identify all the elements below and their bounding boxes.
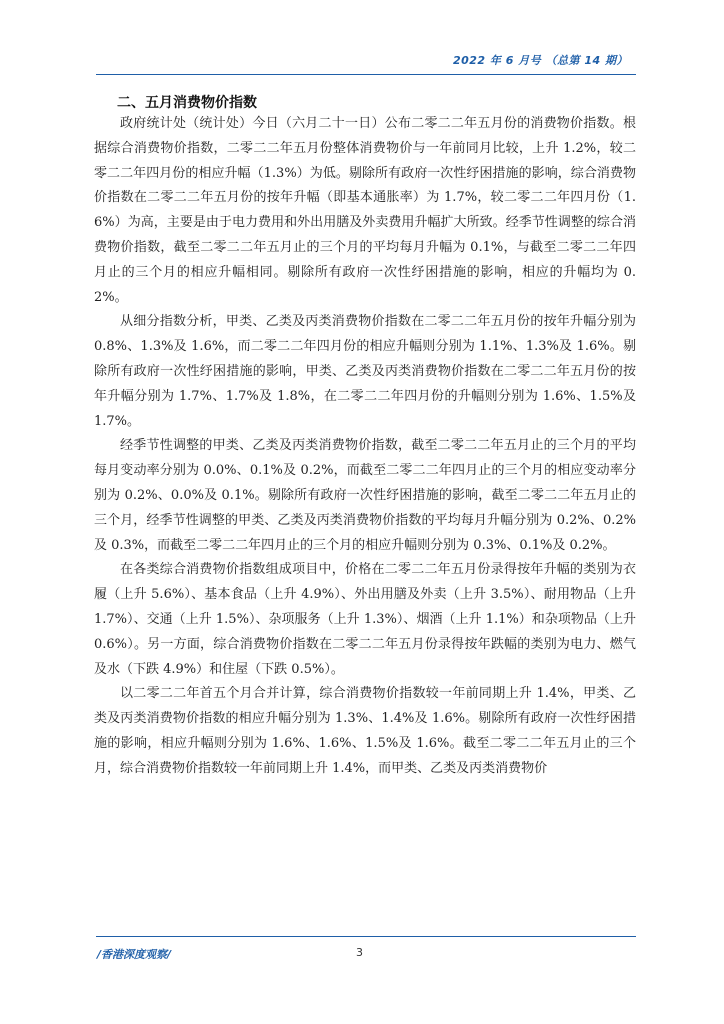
header-divider: [96, 74, 636, 75]
page-number: 3: [356, 946, 363, 959]
issue-label: 2022 年 6 月号 （总第 14 期）: [452, 54, 628, 67]
publication-brand: /香港深度观察/: [97, 948, 172, 961]
footer-divider: [96, 936, 636, 937]
section-title: 二、五月消费物价指数: [117, 95, 257, 111]
paragraph-4: 在各类综合消费物价指数组成项目中，价格在二零二二年五月份录得按年升幅的类别为衣履（上升 5.6%）、基本食品（上升 4.9%）、外出用膳及外卖（上升 3.5%）、耐用物品（上升 1.7%）、交通（上升 1.5%）、杂项服务（上升 1.3%）、烟酒（上升 1.1%）和杂项物品（上升 0.6%）。另一方面，综合消费物价指数在二零二二年五月份录得按年跌幅的类别为电力、燃气及水（下跌 4.9%）和住屋（下跌 0.5%）。: [94, 562, 636, 677]
article-body: [94, 112, 636, 782]
paragraph-1: 政府统计处（统计处）今日（六月二十一日）公布二零二二年五月份的消费物价指数。根据综合消费物价指数，二零二二年五月份整体消费物价与一年前同月比较，上升 1.2%，较二零二二年四月份的相应升幅（1.3%）为低。剔除所有政府一次性纾困措施的影响，综合消费物价指数在二零二二年五月份的按年升幅（即基本通胀率）为 1.7%，较二零二二年四月份（1.6%）为高，主要是由于电力费用和外出用膳及外卖费用升幅扩大所致。经季节性调整的综合消费物价指数，截至二零二二年五月止的三个月的平均每月升幅为 0.1%，与截至二零二二年四月止的三个月的相应升幅相同。剔除所有政府一次性纾困措施的影响，相应的升幅均为 0.2%。: [94, 116, 636, 305]
paragraph-5: 以二零二二年首五个月合并计算，综合消费物价指数较一年前同期上升 1.4%，甲类、乙类及丙类消费物价指数的相应升幅分别为 1.3%、1.4%及 1.6%。剔除所有政府一次性纾困措施的影响，相应升幅则分别为 1.6%、1.6%、1.5%及 1.6%。截至二零二二年五月止的三个月，综合消费物价指数较一年前同期上升 1.4%，而甲类、乙类及丙类消费物价: [94, 686, 636, 776]
paragraph-3: 经季节性调整的甲类、乙类及丙类消费物价指数，截至二零二二年五月止的三个月的平均每月变动率分别为 0.0%、0.1%及 0.2%，而截至二零二二年四月止的三个月的相应变动率分别为 0.2%、0.0%及 0.1%。剔除所有政府一次性纾困措施的影响，截至二零二二年五月止的三个月，经季节性调整的甲类、乙类及丙类消费物价指数的平均每月升幅分别为 0.2%、0.2%及 0.3%，而截至二零二二年四月止的三个月的相应升幅则分别为 0.3%、0.1%及 0.2%。: [94, 438, 636, 553]
paragraph-2: 从细分指数分析，甲类、乙类及丙类消费物价指数在二零二二年五月份的按年升幅分别为 0.8%、1.3%及 1.6%，而二零二二年四月份的相应升幅则分别为 1.1%、1.3%及 1.6%。剔除所有政府一次性纾困措施的影响，甲类、乙类及丙类消费物价指数在二零二二年五月份的按年升幅分别为 1.7%、1.7%及 1.8%，在二零二二年四月份的升幅则分别为 1.6%、1.5%及 1.7%。: [94, 314, 636, 429]
